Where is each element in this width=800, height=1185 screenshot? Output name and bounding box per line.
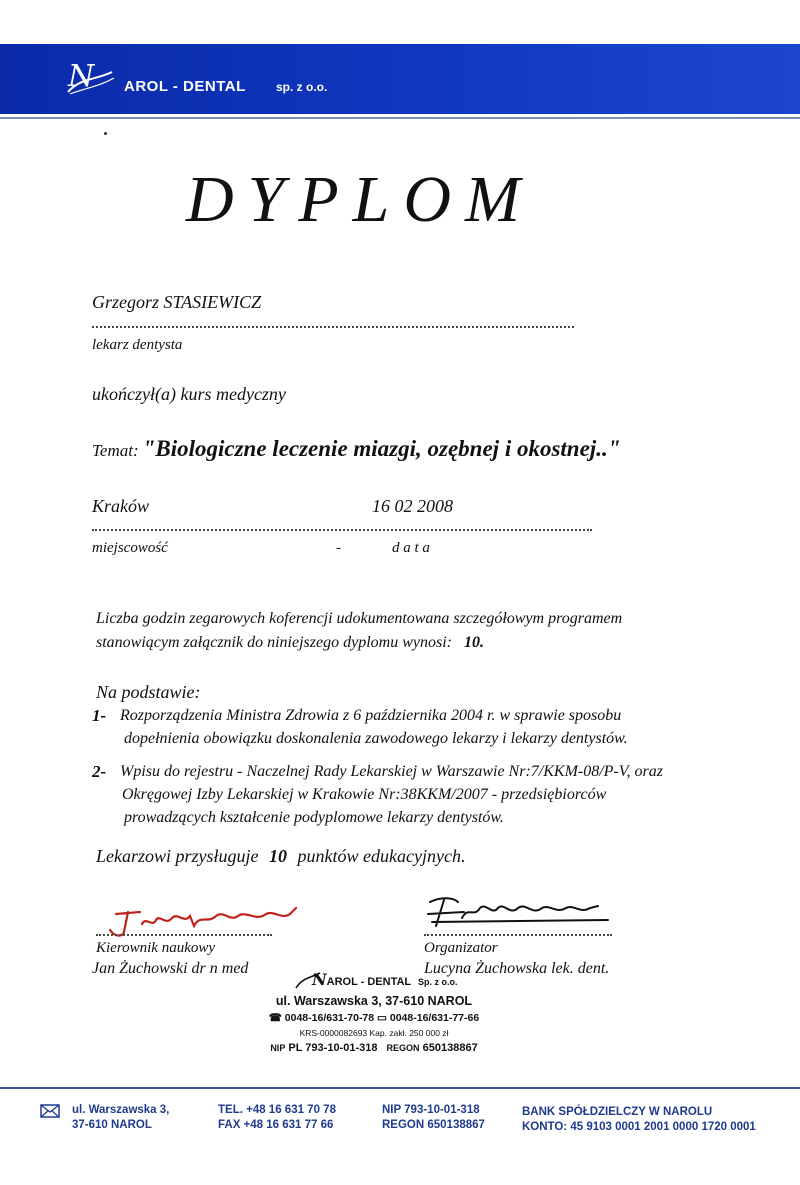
logo-letter: N [68, 59, 95, 94]
hours-line-2 [96, 634, 484, 652]
stamp-suffix: Sp. z o.o. [418, 977, 458, 987]
footer-bank-account: KONTO: 45 9103 0001 2001 0000 1720 0001 [522, 1121, 756, 1133]
place: Kraków [92, 496, 150, 516]
basis-item-2-line-2: Okręgowej Izby Lekarskiej w Krakowie Nr:38KKM/2007 - przedsiębiorców [122, 786, 607, 803]
hours-line-1: Liczba godzin zegarowych koferencji udokumentowana szczegółowym programem [96, 610, 623, 627]
stamp-regon-label: REGON [386, 1043, 420, 1053]
stamp-nip: PL 793-10-01-318 [288, 1042, 378, 1054]
hours-text: stanowiącym załącznik do niniejszego dyplomu wynosi: [96, 634, 452, 651]
basis-item-1-number: 1- [92, 706, 107, 725]
footer-nip: NIP 793-10-01-318 [382, 1104, 480, 1116]
stamp-address: ul. Warszawska 3, 37-610 NAROL [275, 994, 473, 1008]
caption-separator: - [336, 540, 341, 556]
basis-heading: Na podstawie: [96, 682, 201, 702]
stamp-logo-letter: N [312, 970, 327, 989]
topic-text: "Biologiczne leczenie miazgi, ozębnej i okostnej.." [142, 436, 621, 461]
hours-value: 10. [463, 634, 484, 651]
stamp-krs: KRS-0000082693 Kap. zakł. 250 000 zł [299, 1028, 449, 1038]
footer-contact [218, 1103, 336, 1133]
points-after: punktów edukacyjnych. [297, 846, 466, 866]
place-caption: miejscowość [92, 540, 168, 556]
footer-bank [522, 1105, 756, 1135]
stamp-nip-label: NIP [270, 1043, 286, 1053]
footer-bank-name: BANK SPÓŁDZIELCZY W NAROLU [522, 1106, 713, 1118]
basis-item-1-line-1: Rozporządzenia Ministra Zdrowia z 6 października 2004 r. w sprawie sposobu [120, 707, 622, 724]
stamp-company-line [312, 970, 458, 989]
basis-item-1-line-2: dopełnienia obowiązku doskonalenia zawodowego lekarzy i lekarzy dentystów. [124, 730, 628, 747]
recipient-profession: lekarz dentysta [92, 337, 183, 353]
stamp-company: AROL - DENTAL [326, 976, 411, 988]
footer-tel: TEL. +48 16 631 70 78 [218, 1104, 336, 1116]
left-signatory-role: Kierownik naukowy [96, 940, 216, 956]
date: 16 02 2008 [372, 496, 453, 516]
points-line [96, 846, 465, 867]
left-signature-line [96, 934, 272, 936]
footer-registration [382, 1103, 485, 1133]
company-name: AROL - DENTAL [124, 78, 246, 95]
points-value: 10 [269, 846, 288, 866]
footer-address [72, 1103, 169, 1133]
company-suffix: sp. z o.o. [276, 80, 328, 94]
diploma-title: DYPLOM [185, 163, 535, 236]
right-signatory-name: Lucyna Żuchowska lek. dent. [424, 960, 610, 977]
footer-regon: REGON 650138867 [382, 1119, 485, 1131]
stray-dot [104, 132, 107, 135]
stamp-phones: ☎ 0048-16/631-70-78 ▭ 0048-16/631-77-66 [268, 1012, 480, 1024]
right-signature-line [424, 934, 612, 936]
basis-item-2-line-3: prowadzących kształcenie podyplomowe lekarzy dentystów. [124, 809, 504, 826]
stamp-nip-regon [0, 1042, 774, 1054]
recipient-name: Grzegorz STASIEWICZ [92, 292, 262, 312]
footer-divider [0, 1087, 800, 1089]
name-dotted-line [92, 326, 574, 328]
place-date-dotted-line [92, 529, 592, 531]
footer-fax: FAX +48 16 631 77 66 [218, 1119, 334, 1131]
envelope-icon [40, 1104, 60, 1118]
right-signatory-role: Organizator [424, 940, 498, 956]
date-caption: d a t a [392, 540, 430, 556]
signature-right [408, 892, 638, 936]
stamp-regon: 650138867 [422, 1042, 478, 1054]
basis-item-2-number: 2- [92, 762, 107, 781]
basis-item-2-line-1: Wpisu do rejestru - Naczelnej Rady Lekarskiej w Warszawie Nr:7/KKM-08/P-V, oraz [120, 763, 663, 780]
footer-address-line-1: ul. Warszawska 3, [72, 1104, 170, 1116]
points-before: Lekarzowi przysługuje [96, 846, 259, 866]
completion-text: ukończył(a) kurs medyczny [92, 384, 286, 404]
header-divider [0, 117, 800, 119]
left-signatory-name: Jan Żuchowski dr n med [92, 960, 249, 977]
topic-line [92, 436, 620, 462]
footer-address-line-2: 37-610 NAROL [72, 1119, 152, 1131]
topic-label: Temat: [92, 441, 139, 460]
